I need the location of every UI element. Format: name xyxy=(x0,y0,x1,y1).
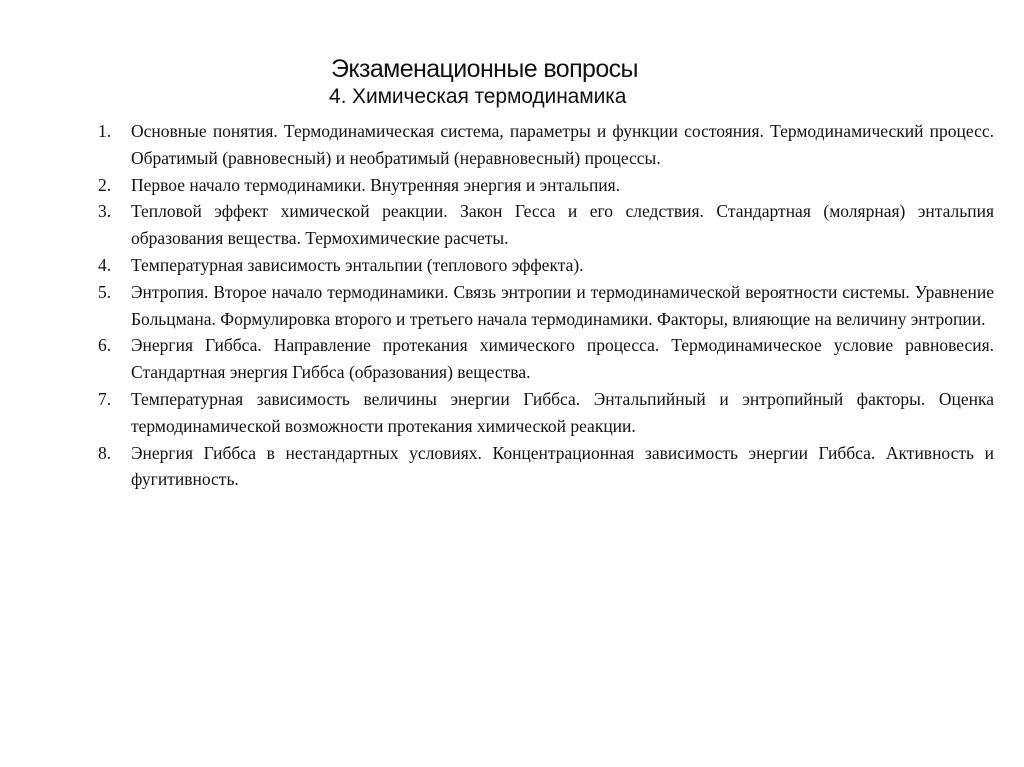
question-number: 1. xyxy=(98,121,112,141)
question-number: 7. xyxy=(98,388,112,409)
question-item xyxy=(98,252,994,279)
question-text: Температурная зависимость энтальпии (теплового эффекта). xyxy=(131,254,584,275)
question-text: Тепловой эффект химической реакции. Закон Гесса и его следствия. Стандартная (молярная) энтальпия образования вещества. Термохимические расчеты. xyxy=(131,201,994,249)
question-text: Энергия Гиббса в нестандартных условиях. Концентрационная зависимость энергии Гиббса. Активность и фугитивность. xyxy=(131,442,994,490)
question-number: 3. xyxy=(98,201,112,222)
question-text: Энергия Гиббса. Направление протекания химического процесса. Термодинамическое условие равновесия. Стандартная энергия Гиббса (образования) вещества. xyxy=(131,335,994,383)
question-item xyxy=(98,440,994,494)
question-number: 6. xyxy=(98,335,112,356)
question-number: 8. xyxy=(98,442,112,463)
question-text: Основные понятия. Термодинамическая система, параметры и функции состояния. Термодинамический процесс. Обратимый (равновесный) и необратимый (неравновесный) процессы. xyxy=(131,121,994,168)
question-item xyxy=(98,332,994,386)
slide-subtitle: 4. Химическая термодинамика xyxy=(329,85,627,108)
question-item xyxy=(98,279,994,333)
question-text: Температурная зависимость величины энергии Гиббса. Энтальпийный и энтропийный факторы. Оценка термодинамической возможности протекания химической реакции. xyxy=(131,388,994,436)
question-text: Первое начало термодинамики. Внутренняя энергия и энтальпия. xyxy=(131,174,621,195)
question-text: Энтропия. Второе начало термодинамики. Связь энтропии и термодинамической вероятности системы. Уравнение Больцмана. Формулировка второго и третьего начала термодинамики. Факторы, влияющие на величину энтропии. xyxy=(131,281,994,329)
question-item xyxy=(98,172,994,199)
question-item xyxy=(98,386,994,440)
question-item xyxy=(98,118,994,172)
question-number: 2. xyxy=(98,174,112,195)
question-number: 4. xyxy=(98,254,112,275)
slide-title: Экзаменационные вопросы xyxy=(331,55,638,83)
question-list xyxy=(98,118,994,493)
question-item xyxy=(98,198,994,252)
question-number: 5. xyxy=(98,281,112,302)
